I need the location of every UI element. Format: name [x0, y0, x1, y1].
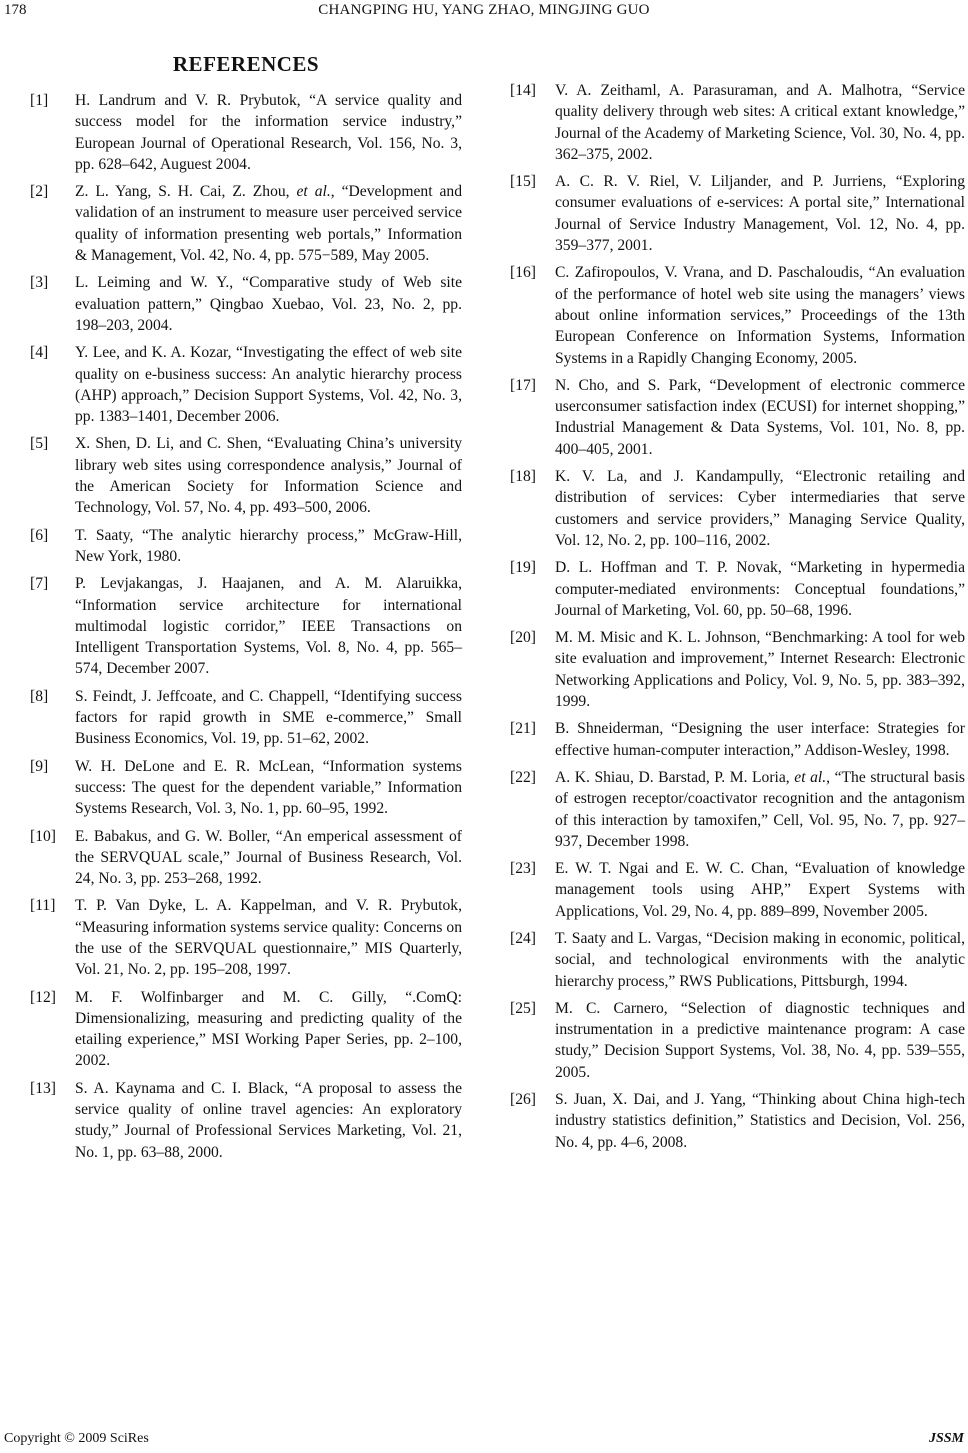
- reference-number: [24]: [510, 929, 536, 947]
- reference-number: [6]: [30, 526, 49, 544]
- reference-text: X. Shen, D. Li, and C. Shen, “Evaluating China’s university library web sites using correspondence analysis,” Journal of the American Society for Information Science and Technology, Vol. 57, No. 4, pp. 493–500, 2006.: [75, 435, 462, 517]
- reference-number: [8]: [30, 687, 49, 705]
- reference-item: [510, 375, 965, 460]
- reference-number: [15]: [510, 173, 536, 191]
- reference-text: P. Levjakangas, J. Haajanen, and A. M. Alaruikka, “Information service architecture for international multimodal logistic corridor,” IEEE Transactions on Intelligent Transportation Systems, Vol. 8, No. 4, pp. 565–574, December 2007.: [75, 575, 462, 678]
- running-header: [0, 2, 968, 24]
- reference-text: Y. Lee, and K. A. Kozar, “Investigating the effect of web site quality on e-business success: An analytic hierarchy process (AHP) approach,” Decision Support Systems, Vol. 42, No. 3, pp. 1383–1401, December 2006.: [75, 344, 462, 426]
- reference-text: V. A. Zeithaml, A. Parasuraman, and A. Malhotra, “Service quality delivery through web sites: A critical extant knowledge,” Journal of the Academy of Marketing Science, Vol. 30, No. 4, pp. 362–375, 2002.: [555, 82, 965, 163]
- reference-item: [510, 262, 965, 368]
- reference-number: [13]: [30, 1079, 56, 1097]
- reference-number: [9]: [30, 757, 49, 775]
- reference-text: et al.: [296, 183, 331, 201]
- reference-number: [22]: [510, 768, 536, 786]
- reference-text: E. W. T. Ngai and E. W. C. Chan, “Evaluation of knowledge management tools using AHP,” Expert Systems with Applications, Vol. 29, No. 4, pp. 889–899, November 2005.: [555, 860, 965, 920]
- reference-text: M. C. Carnero, “Selection of diagnostic techniques and instrumentation in a predictive maintenance program: A case study,” Decision Support Systems, Vol. 38, No. 4, pp. 539–555, 2005.: [555, 999, 965, 1081]
- reference-item: [510, 998, 965, 1083]
- reference-item: [510, 557, 965, 621]
- reference-item: [30, 181, 462, 266]
- reference-text: H. Landrum and V. R. Prybutok, “A service quality and success model for the information service industry,” European Journal of Operational Research, Vol. 156, No. 3, pp. 628–642, Auguest 2004.: [75, 92, 462, 173]
- reference-text: L. Leiming and W. Y., “Comparative study of Web site evaluation pattern,” Qingbao Xuebao, Vol. 23, No. 2, pp. 198–203, 2004.: [75, 274, 462, 334]
- reference-number: [7]: [30, 575, 49, 593]
- reference-item: [30, 573, 462, 679]
- reference-item: [30, 525, 462, 568]
- reference-number: [16]: [510, 264, 536, 282]
- reference-item: [30, 90, 462, 175]
- reference-number: [1]: [30, 92, 49, 109]
- reference-number: [14]: [510, 82, 536, 99]
- reference-text: D. L. Hoffman and T. P. Novak, “Marketing in hypermedia computer-mediated environments: Conceptual foundations,” Journal of Marketing, Vol. 60, pp. 50–68, 1996.: [555, 559, 965, 619]
- reference-item: [510, 718, 965, 761]
- reference-item: [30, 987, 462, 1072]
- reference-number: [19]: [510, 559, 536, 577]
- reference-item: [510, 858, 965, 922]
- reference-text: A. C. R. V. Riel, V. Liljander, and P. Jurriens, “Exploring consumer evaluations of e-services: A portal site,” International Journal of Service Industry Management, Vol. 12, No. 4, pp. 359–377, 2001.: [555, 173, 965, 255]
- reference-item: [30, 686, 462, 750]
- page-number: 178: [4, 2, 27, 18]
- reference-text: Z. L. Yang, S. H. Cai, Z. Zhou,: [75, 183, 297, 201]
- reference-number: [23]: [510, 860, 536, 878]
- reference-text: T. Saaty, “The analytic hierarchy process,” McGraw-Hill, New York, 1980.: [75, 526, 462, 565]
- reference-text: T. Saaty and L. Vargas, “Decision making in economic, political, social, and technological environments with the analytic hierarchy process,” RWS Publications, Pittsburgh, 1994.: [555, 929, 965, 990]
- reference-number: [17]: [510, 376, 536, 394]
- reference-text: , “The structural basis of estrogen receptor/coactivator recognition and the antagonism of this interaction by tamoxifen,” Cell, Vol. 95, No. 7, pp. 927–937, December 1998.: [555, 768, 965, 850]
- journal-abbrev: JSSM: [928, 1431, 964, 1446]
- running-title: CHANGPING HU, YANG ZHAO, MINGJING GUO: [318, 2, 650, 18]
- reference-number: [10]: [30, 827, 56, 845]
- reference-item: [30, 433, 462, 518]
- reference-number: [5]: [30, 435, 49, 453]
- reference-text: B. Shneiderman, “Designing the user interface: Strategies for effective human-computer interaction,” Addison-Wesley, 1998.: [555, 720, 965, 759]
- reference-item: [510, 627, 965, 712]
- copyright: Copyright © 2009 SciRes: [4, 1431, 149, 1446]
- reference-text: E. Babakus, and G. W. Boller, “An emperical assessment of the SERVQUAL scale,” Journal of Business Research, Vol. 24, No. 3, pp. 253–268, 1992.: [75, 827, 462, 888]
- reference-item: [30, 756, 462, 820]
- right-column: [510, 80, 965, 1159]
- reference-text: M. M. Misic and K. L. Johnson, “Benchmarking: A tool for web site evaluation and improvement,” Internet Research: Electronic Networking Applications and Policy, Vol. 9, No. 5, pp. 383–392, 1999.: [555, 629, 965, 711]
- reference-item: [510, 80, 965, 165]
- reference-item: [510, 466, 965, 551]
- reference-item: [510, 1089, 965, 1153]
- reference-text: et al.: [794, 768, 827, 786]
- reference-text: S. A. Kaynama and C. I. Black, “A proposal to assess the service quality of online travel agencies: An exploratory study,” Journal of Professional Services Marketing, Vol. 21, No. 1, pp. 63–88, 2000.: [75, 1079, 462, 1161]
- reference-text: N. Cho, and S. Park, “Development of electronic commerce userconsumer satisfaction index (ECUSI) for internet shopping,” Industrial Management & Data Systems, Vol. 101, No. 8, pp. 400–405, 2001.: [555, 376, 965, 458]
- reference-item: [30, 1078, 462, 1163]
- reference-text: C. Zafiropoulos, V. Vrana, and D. Paschaloudis, “An evaluation of the performance of hotel web site using the managers’ views about online information services,” Proceedings of the 13th European Conference on Information Systems, Information Systems in a Rapidly Changing Economy, 2005.: [555, 264, 965, 367]
- reference-number: [2]: [30, 183, 49, 201]
- reference-item: [30, 272, 462, 336]
- reference-number: [18]: [510, 468, 536, 486]
- reference-number: [21]: [510, 720, 536, 738]
- reference-number: [4]: [30, 344, 49, 362]
- reference-number: [3]: [30, 274, 49, 292]
- reference-text: S. Juan, X. Dai, and J. Yang, “Thinking about China high-tech industry statistics definition,” Statistics and Decision, Vol. 256, No. 4, pp. 4–6, 2008.: [555, 1091, 965, 1151]
- reference-text: , “Development and validation of an instrument to measure user perceived service quality of information presenting web portals,” Information & Management, Vol. 42, No. 4, pp. 575−589, May 2005.: [75, 183, 462, 265]
- reference-number: [26]: [510, 1091, 536, 1109]
- reference-item: [30, 826, 462, 890]
- reference-item: [30, 342, 462, 427]
- reference-number: [11]: [30, 897, 56, 915]
- reference-text: M. F. Wolfinbarger and M. C. Gilly, “.ComQ: Dimensionalizing, measuring and predicting quality of the etailing experience,” MSI Working Paper Series, pp. 2–100, 2002.: [75, 988, 462, 1070]
- reference-text: K. V. La, and J. Kandampully, “Electronic retailing and distribution of services: Cyber intermediaries that serve customers and service providers,” Managing Service Quality, Vol. 12, No. 2, pp. 100–116, 2002.: [555, 468, 965, 549]
- reference-number: [12]: [30, 988, 56, 1006]
- references-heading: REFERENCES: [172, 52, 320, 76]
- reference-list-left: [30, 90, 462, 1163]
- left-column: [30, 52, 462, 1169]
- reference-number: [25]: [510, 999, 536, 1017]
- reference-item: [30, 895, 462, 980]
- reference-text: T. P. Van Dyke, L. A. Kappelman, and V. R. Prybutok, “Measuring information systems service quality: Concerns on the use of the SERVQUAL questionnaire,” MIS Quarterly, Vol. 21, No. 2, pp. 195–208, 1997.: [75, 897, 462, 979]
- reference-item: [510, 171, 965, 256]
- reference-text: A. K. Shiau, D. Barstad, P. M. Loria,: [555, 768, 795, 786]
- reference-item: [510, 767, 965, 852]
- reference-text: S. Feindt, J. Jeffcoate, and C. Chappell, “Identifying success factors for rapid growth in SME e-commerce,” Small Business Economics, Vol. 19, pp. 51–62, 2002.: [75, 687, 462, 748]
- reference-list-right: [510, 80, 965, 1153]
- reference-number: [20]: [510, 629, 536, 647]
- reference-item: [510, 928, 965, 992]
- reference-text: W. H. DeLone and E. R. McLean, “Information systems success: The quest for the dependent variable,” Information Systems Research, Vol. 3, No. 1, pp. 60–95, 1992.: [75, 757, 462, 818]
